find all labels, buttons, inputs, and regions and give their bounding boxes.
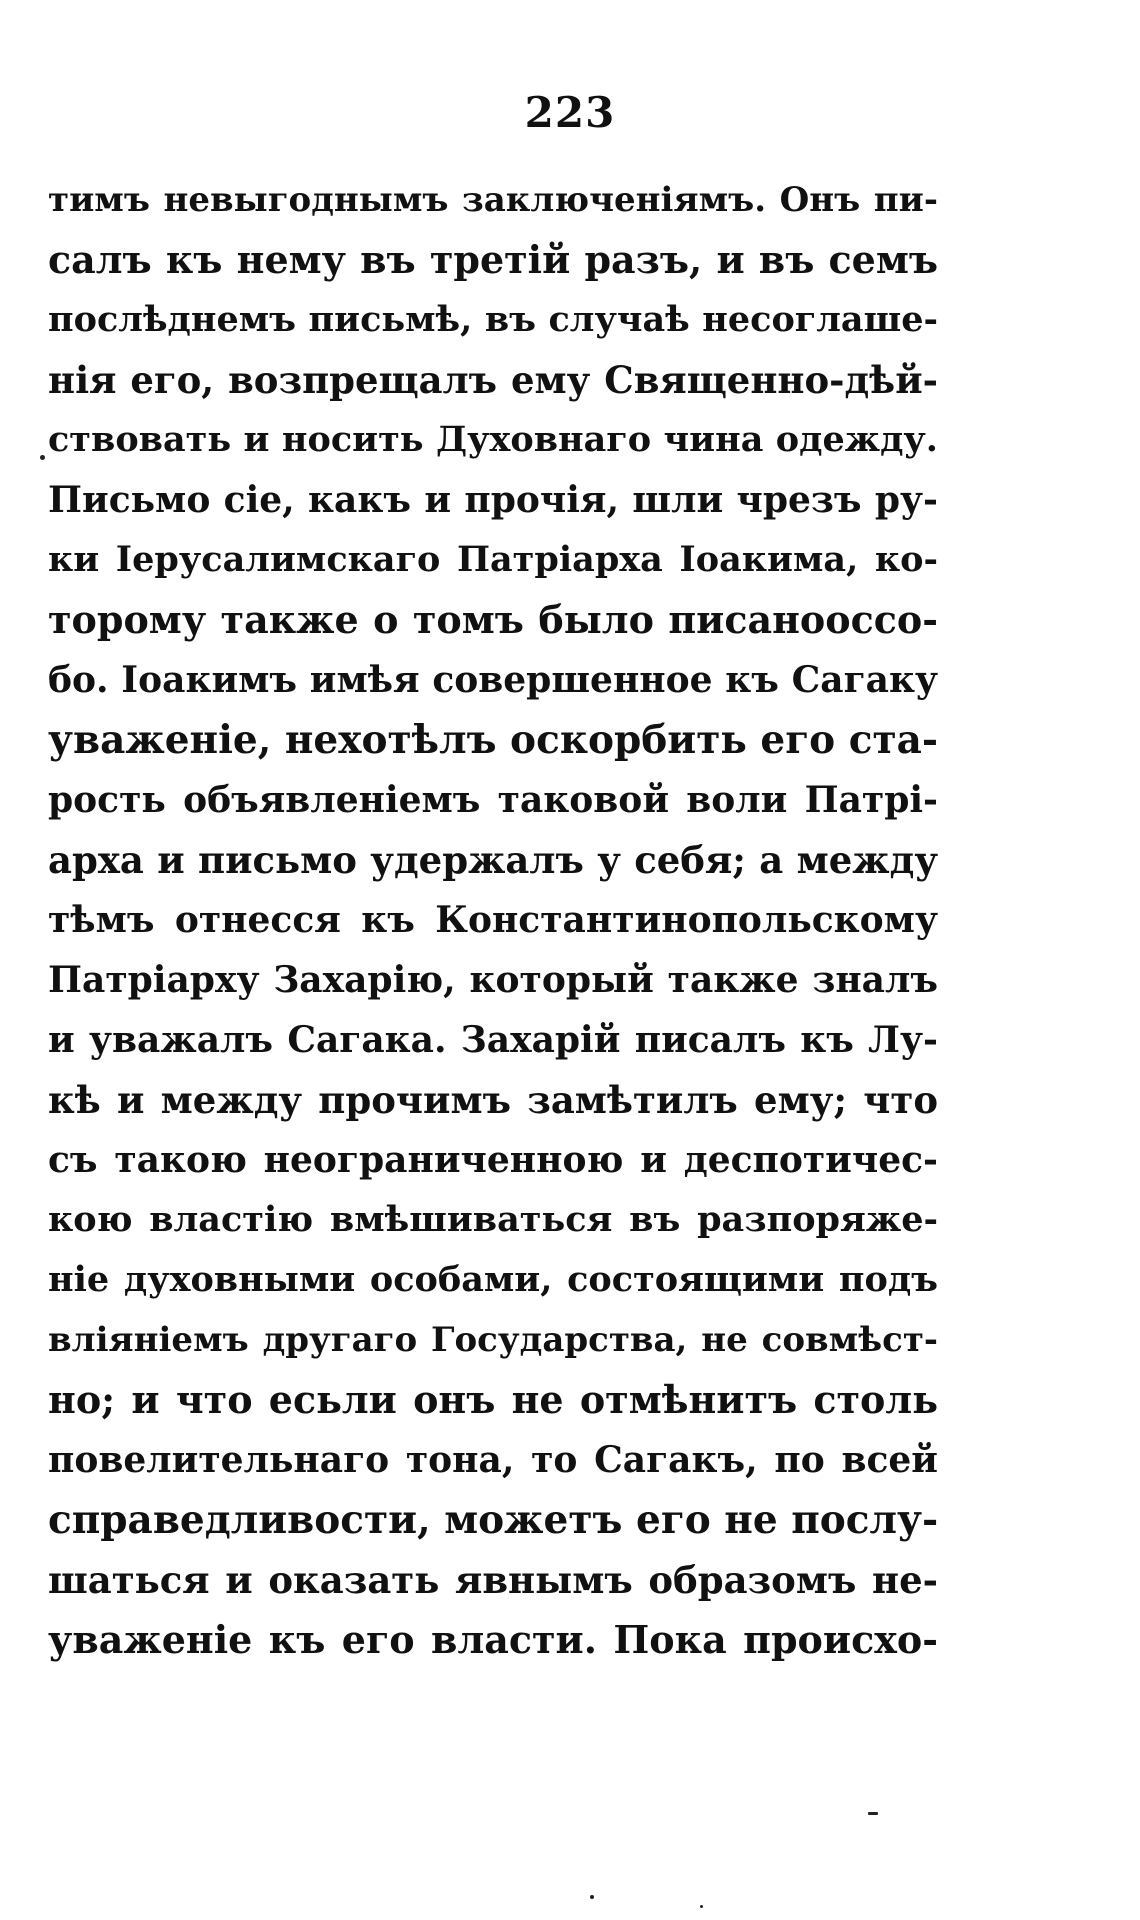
text-line: послѣднемъ письмѣ, въ случаѣ несоглаше- — [48, 299, 938, 340]
text-line: уваженіе къ его власти. Пока происхо- — [48, 1617, 938, 1662]
ink-speck — [868, 1812, 878, 1815]
text-line: нія его, возпрещалъ ему Священно-дѣй- — [48, 358, 938, 402]
text-line: вліяніемъ другаго Государства, не совмѣст- — [48, 1320, 938, 1360]
ink-speck — [700, 1905, 703, 1908]
text-line: шаться и оказать явнымъ образомъ не- — [48, 1558, 938, 1602]
ink-speck — [40, 455, 45, 460]
ink-speck — [590, 1895, 594, 1899]
text-line: повелительнаго тона, то Сагакъ, по всей — [48, 1439, 938, 1481]
text-line: кою властію вмѣшиваться въ разпоряже- — [48, 1199, 938, 1240]
text-line: но; и что есьли онъ не отмѣнитъ столь — [48, 1377, 938, 1422]
text-line: ствовать и носить Духовнаго чина одежду. — [48, 419, 938, 460]
text-line: съ такою неограниченною и деспотичес- — [48, 1139, 938, 1181]
text-line: справедливости, можетъ его не послу- — [48, 1497, 938, 1543]
text-line: салъ къ нему въ третій разъ, и въ семъ — [48, 237, 938, 282]
page-number: 223 — [524, 88, 616, 137]
text-line: ки Іерусалимскаго Патріарха Іоакима, ко- — [48, 539, 938, 580]
text-line: Патріарху Захарію, который также зналъ — [48, 959, 938, 1001]
body-text — [48, 170, 938, 1670]
text-line: тимъ невыгоднымъ заключеніямъ. Онъ пи- — [48, 180, 938, 220]
text-line: бо. Іоакимъ имѣя совершенное къ Сагаку — [48, 659, 938, 701]
text-line: и уважалъ Сагака. Захарій писалъ къ Лу- — [48, 1019, 938, 1061]
text-line: торому также о томъ было писанооссо- — [48, 597, 938, 642]
text-line: ніе духовными особами, состоящими подъ — [48, 1259, 938, 1300]
text-line: тѣмъ отнесся къ Константинопольскому — [48, 899, 938, 941]
text-line: рость объявленіемъ таковой воли Патрі- — [48, 779, 938, 821]
text-line: Письмо сіе, какъ и прочія, шли чрезъ ру- — [48, 479, 938, 521]
text-line: кѣ и между прочимъ замѣтилъ ему; что — [48, 1078, 938, 1122]
text-line: арха и письмо удержалъ у себя; а между — [48, 838, 938, 882]
text-line: уваженіе, нехотѣлъ оскорбить его ста- — [48, 717, 938, 763]
